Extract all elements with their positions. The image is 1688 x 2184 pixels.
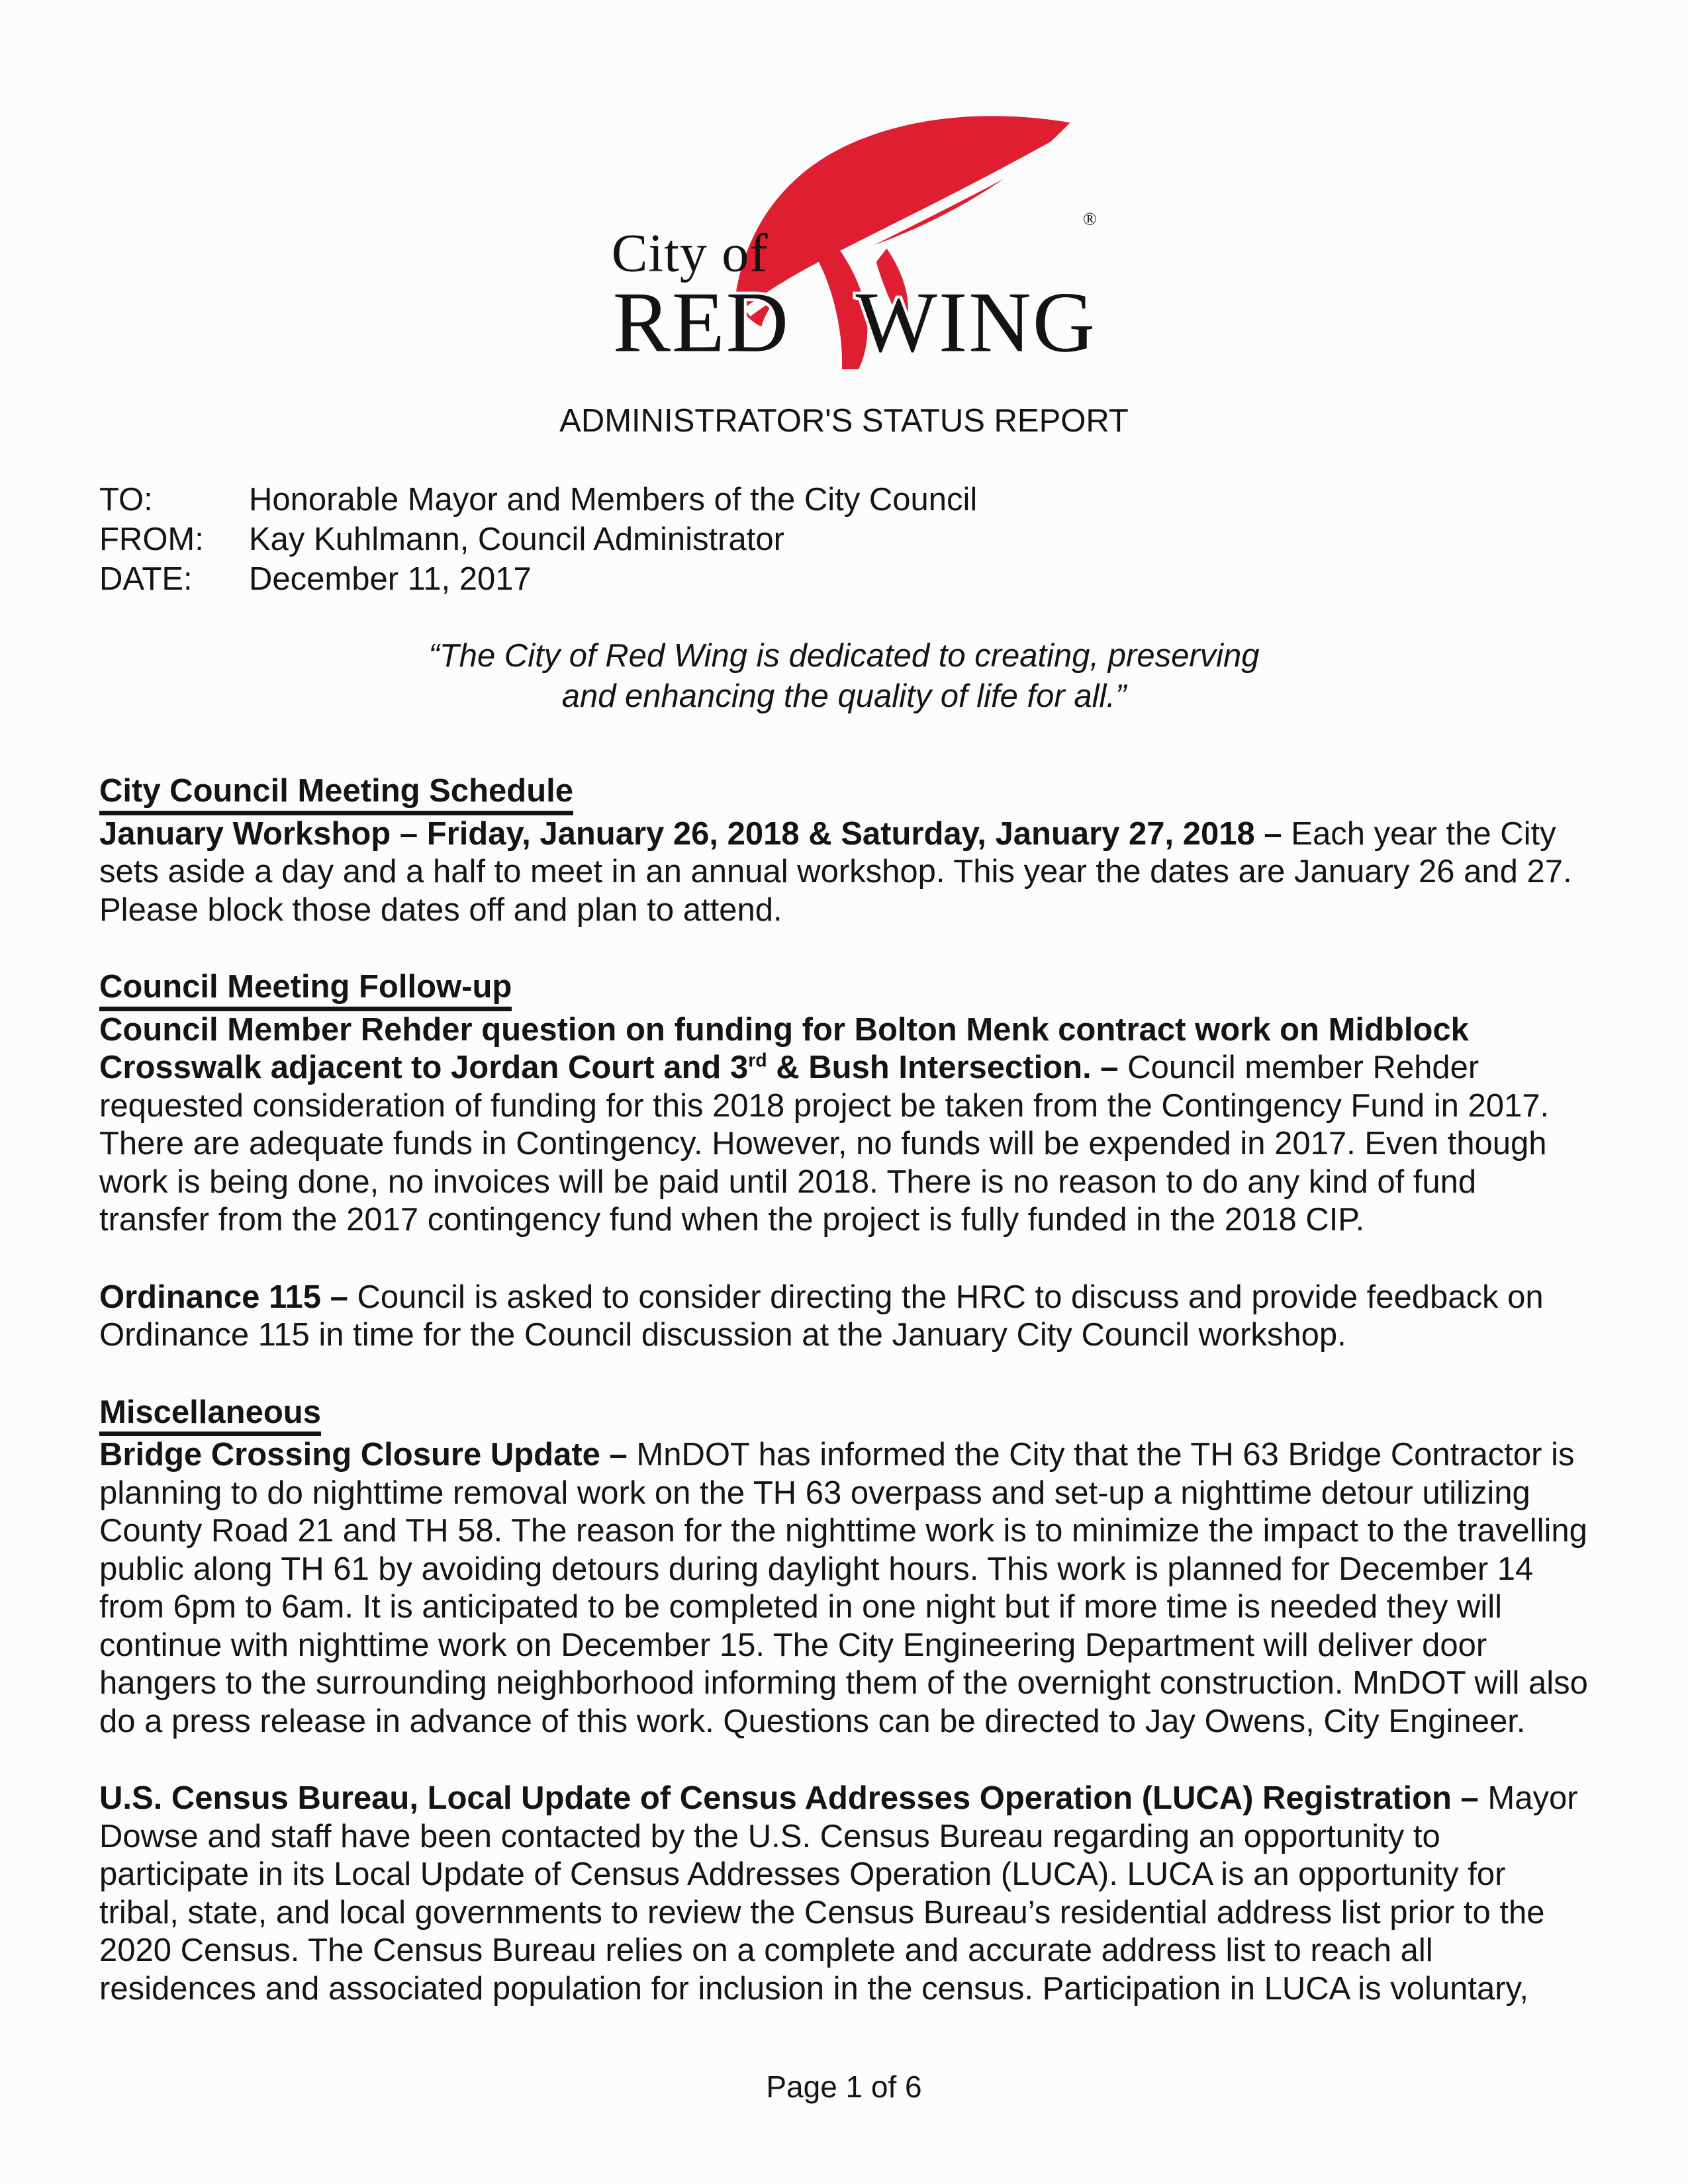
paragraph-ordinance-115: Ordinance 115 – Council is asked to consider directing the HRC to discuss and provide feedback on Ordinance 115 in time for the Council discussion at the January City Council workshop. (99, 1279, 1544, 1353)
paragraph-january-workshop: January Workshop – Friday, January 26, 2018 & Saturday, January 27, 2018 – Each year the City sets aside a day and a half to meet in an annual workshop. This year the dates are January 26 and 27. Please block those dates off and plan to attend. (99, 815, 1572, 928)
mission-quote-line2: and enhancing the quality of life for all.” (561, 678, 1127, 714)
from-label: FROM: (99, 522, 204, 557)
mission-quote-line1: “The City of Red Wing is dedicated to creating, preserving (428, 638, 1260, 674)
ordinal-superscript: rd (748, 1050, 767, 1071)
section-heading-miscellaneous: Miscellaneous (99, 1394, 1589, 1437)
paragraph-rehder-funding: Council Member Rehder question on funding for Bolton Menk contract work on Midblock Crosswalk adjacent to Jordan Court and 3rd & Bush Intersection. – Council member Rehder requested consideration of funding for this 2018 project be taken from the Contingency Fund in 2017. There are adequate funds in Contingency. However, no funds will be expended in 2017. Even though work is being done, no invoices will be paid until 2018. There is no reason to do any kind of fund transfer from the 2017 contingency fund when the project is fully funded in the 2018 CIP. (99, 1011, 1550, 1238)
to-value: Honorable Mayor and Members of the City Council (249, 482, 978, 518)
logo-wing-text: WING (855, 275, 1097, 369)
mission-quote (99, 636, 1589, 717)
red-wing-logo (579, 98, 1109, 369)
memo-field-from (99, 520, 1589, 559)
memo-field-to (99, 480, 1589, 520)
section-heading-schedule: City Council Meeting Schedule (99, 772, 1589, 815)
logo-red-text: RED (612, 275, 790, 369)
report-body (99, 772, 1589, 2008)
section-heading-follow-up: Council Meeting Follow-up (99, 968, 1589, 1011)
to-label: TO: (99, 482, 153, 518)
page-number: Page 1 of 6 (766, 2070, 922, 2104)
from-value: Kay Kuhlmann, Council Administrator (249, 522, 784, 557)
memo-fields (99, 480, 1589, 599)
report-title: ADMINISTRATOR'S STATUS REPORT (559, 403, 1129, 439)
logo-city-of-text: City of (611, 222, 769, 283)
date-label: DATE: (99, 561, 193, 597)
registered-trademark-icon: ® (1082, 208, 1097, 229)
paragraph-census-luca: U.S. Census Bureau, Local Update of Census Addresses Operation (LUCA) Registration – Mayor Dowse and staff have been contacted by the U.S. Census Bureau regarding an opportunity to participate in its Local Update of Census Addresses Operation (LUCA). LUCA is an opportunity for tribal, state, and local governments to review the Census Bureau’s residential address list prior to the 2020 Census. The Census Bureau relies on a complete and accurate address list to reach all residences and associated population for inclusion in the census. Participation in LUCA is voluntary, (99, 1780, 1578, 2007)
date-value: December 11, 2017 (249, 561, 532, 597)
paragraph-bridge-closure: Bridge Crossing Closure Update – MnDOT has informed the City that the TH 63 Bridge Contractor is planning to do nighttime removal work on the TH 63 overpass and set-up a nighttime detour utilizing County Road 21 and TH 58. The reason for the nighttime work is to minimize the impact to the travelling public along TH 61 by avoiding detours during daylight hours. This work is planned for December 14 from 6pm to 6am. It is anticipated to be completed in one night but if more time is needed they will continue with nighttime work on December 15. The City Engineering Department will deliver door hangers to the surrounding neighborhood informing them of the overnight construction. MnDOT will also do a press release in advance of this work. Questions can be directed to Jay Owens, City Engineer. (99, 1437, 1588, 1739)
memo-field-date (99, 559, 1589, 599)
